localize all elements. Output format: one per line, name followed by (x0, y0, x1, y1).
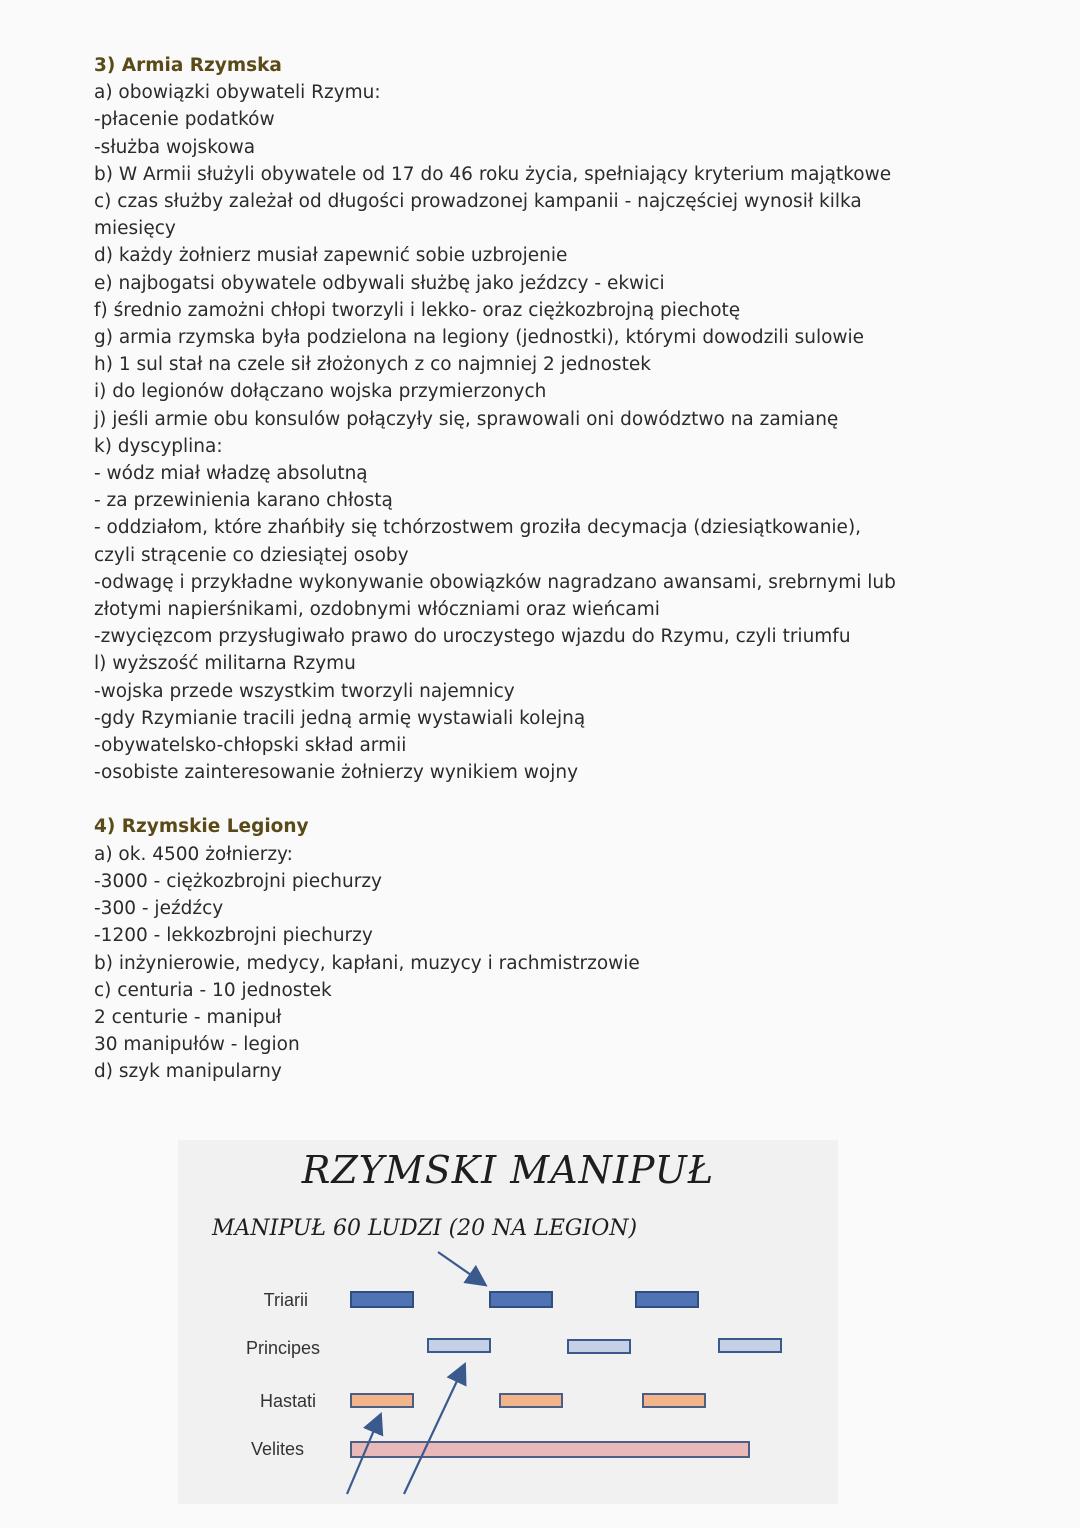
text-line: h) 1 sul stał na czele sił złożonych z co najmniej 2 jednostek (94, 354, 651, 376)
section-army-list (94, 79, 994, 786)
text-line: f) średnio zamożni chłopi tworzyli i lekko- oraz ciężkozbrojną piechotę (94, 299, 741, 321)
text-line: k) dyscyplina: (94, 435, 223, 457)
arrow-to-principes (404, 1366, 464, 1494)
text-line: -300 - jeźdźcy (94, 898, 224, 920)
text-line: a) obowiązki obywateli Rzymu: (94, 82, 381, 104)
text-line: c) centuria - 10 jednostek (94, 979, 332, 1001)
text-line: i) do legionów dołączano wojska przymierzonych (94, 381, 547, 403)
arrow-to-triarii (438, 1252, 484, 1284)
arrow-to-hastati (347, 1416, 380, 1494)
text-line: d) każdy żołnierz musiał zapewnić sobie uzbrojenie (94, 245, 568, 267)
text-line: -3000 - ciężkozbrojni piechurzy (94, 870, 382, 892)
text-line: złotymi napierśnikami, ozdobnymi włóczniami oraz wieńcami (94, 599, 660, 621)
text-line: -gdy Rzymianie tracili jedną armię wystawiali kolejną (94, 707, 586, 729)
text-line: -służba wojskowa (94, 136, 256, 158)
text-line: b) W Armii służyli obywatele od 17 do 46 roku życia, spełniający kryterium majątkowe (94, 163, 892, 185)
text-line: c) czas służby zależał od długości prowadzonej kampanii - najczęściej wynosił kilka (94, 191, 862, 213)
manipul-diagram (178, 1140, 838, 1504)
text-line: 30 manipułów - legion (94, 1034, 300, 1056)
text-line: a) ok. 4500 żołnierzy: (94, 843, 293, 865)
document-body (94, 52, 994, 1086)
text-line: miesięcy (94, 218, 176, 240)
text-line: -odwagę i przykładne wykonywanie obowiązków nagradzano awansami, srebrnymi lub (94, 571, 896, 593)
section-heading: 4) Rzymskie Legiony (94, 816, 309, 838)
text-line: -zwycięzcom przysługiwało prawo do uroczystego wjazdu do Rzymu, czyli triumfu (94, 626, 851, 648)
text-line: - oddziałom, które zhańbiły się tchórzostwem groziła decymacja (dziesiątkowanie), (94, 517, 862, 539)
text-line: j) jeśli armie obu konsulów połączyły się, sprawowali oni dowództwo na zamianę (94, 408, 839, 430)
text-line: d) szyk manipularny (94, 1061, 282, 1083)
text-line: czyli strącenie co dziesiątej osoby (94, 544, 409, 566)
text-line: 2 centurie - manipuł (94, 1006, 282, 1028)
text-line: - za przewinienia karano chłostą (94, 490, 393, 512)
section-heading: 3) Armia Rzymska (94, 55, 282, 76)
text-line: -obywatelsko-chłopski skład armii (94, 735, 407, 757)
text-line: -1200 - lekkozbrojni piechurzy (94, 925, 373, 947)
text-line: -osobiste zainteresowanie żołnierzy wynikiem wojny (94, 762, 579, 784)
diagram-subtitle: MANIPUŁ 60 LUDZI (20 NA LEGION) (212, 1216, 638, 1241)
text-line: -wojska przede wszystkim tworzyli najemnicy (94, 680, 515, 702)
row-label-hastati: Hastati (259, 1391, 316, 1411)
diagram-title: RZYMSKI MANIPUŁ (301, 1148, 715, 1192)
row-label-velites: Velites (250, 1439, 304, 1459)
text-line: - wódz miał władzę absolutną (94, 463, 368, 485)
text-line: g) armia rzymska była podzielona na legiony (jednostki), którymi dowodzili sulowie (94, 327, 865, 349)
section-legions-list (94, 841, 994, 1086)
text-line: e) najbogatsi obywatele odbywali służbę jako jeźdzcy - ekwici (94, 272, 665, 294)
row-label-principes: Principes (245, 1338, 320, 1358)
arrows-overlay (178, 1140, 838, 1504)
text-line: -płacenie podatków (94, 109, 275, 131)
text-line: l) wyższość militarna Rzymu (94, 653, 356, 675)
text-line: b) inżynierowie, medycy, kapłani, muzycy i rachmistrzowie (94, 952, 640, 974)
row-label-triarii: Triarii (263, 1290, 308, 1310)
